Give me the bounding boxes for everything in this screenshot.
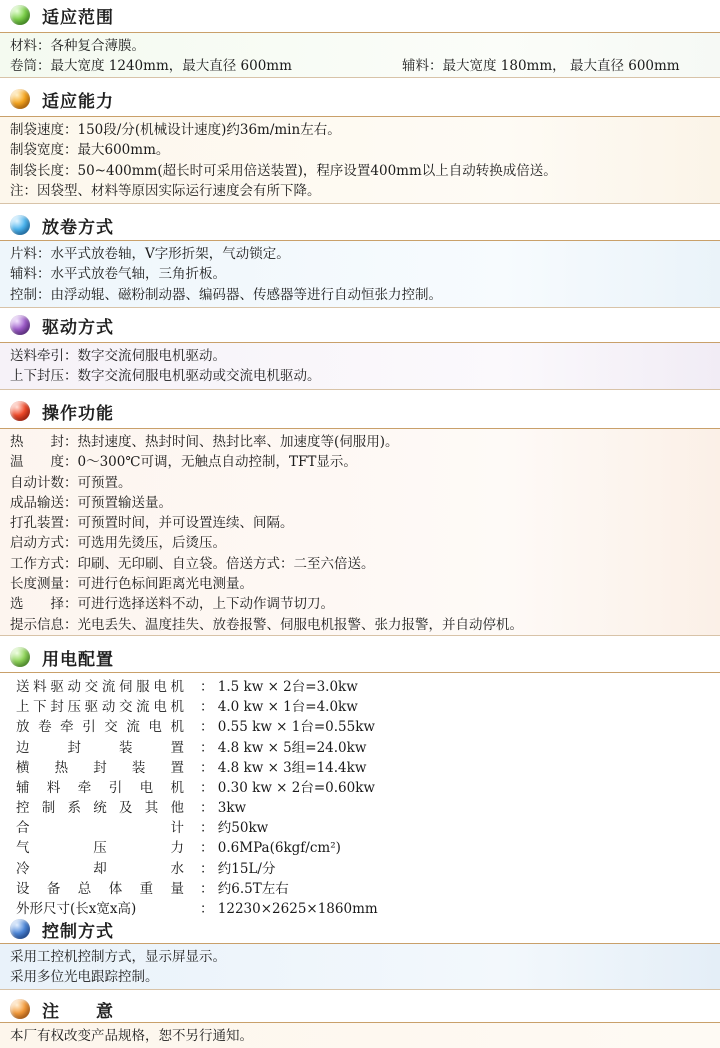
text-line: 送料牵引：数字交流伺服电机驱动。 bbox=[10, 348, 226, 364]
text-line: 启动方式：可选用先烫压，后烫压。 bbox=[10, 535, 226, 552]
text-line: 材料：各种复合薄膜。 bbox=[10, 38, 145, 54]
table-row bbox=[16, 859, 378, 879]
item-value: ： 0.30 kw × 2台=0.60kw bbox=[200, 779, 375, 796]
item-name: 气压力 bbox=[16, 840, 184, 857]
table-row bbox=[16, 879, 378, 899]
item-name: 边封装置 bbox=[16, 739, 184, 756]
text-line: 辅料：水平式放卷气轴，三角折板。 bbox=[10, 266, 226, 283]
section-header-power bbox=[0, 644, 720, 670]
item-value: ： 约6.5T左右 bbox=[200, 880, 289, 897]
sphere-bullet-icon bbox=[10, 647, 30, 667]
item-value: ： 1.5 kw × 2台=3.0kw bbox=[200, 678, 358, 695]
section-body-drive bbox=[0, 342, 720, 390]
text-line: 采用工控机控制方式，显示屏显示。 bbox=[10, 949, 226, 965]
item-name: 送料驱动交流伺服电机 bbox=[16, 678, 184, 695]
section-title: 适应范围 bbox=[42, 7, 114, 28]
section-header-capacity bbox=[0, 86, 720, 112]
section-title: 驱动方式 bbox=[42, 317, 114, 338]
item-value: ： 4.8 kw × 5组=24.0kw bbox=[200, 739, 367, 756]
text-line: 提示信息：光电丢失、温度挂失、放卷报警、伺服电机报警、张力报警，并自动停机。 bbox=[10, 616, 523, 633]
section-title: 控制方式 bbox=[42, 921, 114, 942]
item-name: 外形尺寸(长x宽x高) bbox=[16, 901, 137, 918]
section-header-control bbox=[0, 916, 720, 942]
item-value: ： 0.6MPa(6kgf/cm²) bbox=[200, 840, 341, 857]
section-body-operation bbox=[0, 428, 720, 636]
section-header-scope bbox=[0, 2, 720, 28]
text-line bbox=[10, 56, 720, 76]
section-body-capacity bbox=[0, 116, 720, 204]
section-header-notice bbox=[0, 996, 720, 1022]
aux-spec: 辅料：最大宽度 180mm， 最大直径 600mm bbox=[402, 58, 680, 75]
text-line: 温 度：0～300℃可调，无触点自动控制，TFT显示。 bbox=[10, 454, 357, 471]
table-row bbox=[16, 738, 378, 758]
power-table bbox=[16, 677, 378, 919]
reel-spec: 卷筒：最大宽度 1240mm，最大直径 600mm bbox=[10, 58, 292, 75]
text-line: 成品输送：可预置输送量。 bbox=[10, 494, 172, 511]
section-title: 注 意 bbox=[42, 1001, 114, 1022]
table-row bbox=[16, 677, 378, 697]
section-body-control bbox=[0, 943, 720, 990]
text-line: 长度测量：可进行色标间距离光电测量。 bbox=[10, 576, 253, 593]
item-name: 冷却水 bbox=[16, 860, 184, 877]
item-name: 设备总体重量 bbox=[16, 880, 184, 897]
table-row bbox=[16, 798, 378, 818]
item-name: 合计 bbox=[16, 820, 184, 837]
section-body-power bbox=[0, 672, 720, 916]
section-header-unwind bbox=[0, 212, 720, 238]
item-value: ： 约15L/分 bbox=[200, 860, 276, 877]
section-title: 用电配置 bbox=[42, 649, 114, 670]
table-row bbox=[16, 697, 378, 717]
section-header-operation bbox=[0, 398, 720, 424]
text-line: 工作方式：印刷、无印刷、自立袋。倍送方式：二至六倍送。 bbox=[10, 555, 375, 572]
item-value: ： 3kw bbox=[200, 800, 247, 817]
section-title: 适应能力 bbox=[42, 91, 114, 112]
text-line: 注：因袋型、材料等原因实际运行速度会有所下降。 bbox=[10, 182, 321, 199]
section-title: 放卷方式 bbox=[42, 217, 114, 238]
text-line: 上下封压：数字交流伺服电机驱动或交流电机驱动。 bbox=[10, 368, 321, 385]
sphere-bullet-icon bbox=[10, 401, 30, 421]
section-header-drive bbox=[0, 312, 720, 338]
text-line: 制袋长度：50~400mm(超长时可采用倍送装置)，程序设置400mm以上自动转换成倍送。 bbox=[10, 162, 557, 179]
text-line: 打孔装置：可预置时间，并可设置连续、间隔。 bbox=[10, 515, 294, 532]
section-body-notice bbox=[0, 1022, 720, 1048]
text-line: 选 择：可进行选择送料不动，上下动作调节切刀。 bbox=[10, 596, 334, 613]
table-row bbox=[16, 818, 378, 838]
item-name: 辅料牵引电机 bbox=[16, 779, 184, 796]
item-name: 控制系统及其他 bbox=[16, 800, 184, 817]
text-line: 本厂有权改变产品规格，恕不另行通知。 bbox=[10, 1028, 253, 1044]
text-line: 采用多位光电跟踪控制。 bbox=[10, 969, 159, 986]
item-value: ： 12230×2625×1860mm bbox=[200, 901, 378, 918]
text-line: 制袋速度：150段/分(机械设计速度)约36m/min左右。 bbox=[10, 122, 341, 138]
sphere-bullet-icon bbox=[10, 215, 30, 235]
section-body-unwind bbox=[0, 240, 720, 308]
text-line: 自动计数：可预置。 bbox=[10, 474, 132, 491]
section-body-scope bbox=[0, 32, 720, 78]
sphere-bullet-icon bbox=[10, 5, 30, 25]
sphere-bullet-icon bbox=[10, 919, 30, 939]
item-name: 放卷牵引交流电机 bbox=[16, 719, 184, 736]
text-line: 热 封：热封速度、热封时间、热封比率、加速度等(伺服用)。 bbox=[10, 434, 399, 450]
table-row bbox=[16, 778, 378, 798]
text-line: 控制：由浮动辊、磁粉制动器、编码器、传感器等进行自动恒张力控制。 bbox=[10, 286, 442, 303]
sphere-bullet-icon bbox=[10, 999, 30, 1019]
item-value: ： 4.0 kw × 1台=4.0kw bbox=[200, 699, 358, 716]
item-name: 横热封装置 bbox=[16, 759, 184, 776]
item-value: ： 0.55 kw × 1台=0.55kw bbox=[200, 719, 375, 736]
table-row bbox=[16, 839, 378, 859]
text-line: 片料：水平式放卷轴，V字形折架，气动锁定。 bbox=[10, 246, 290, 262]
item-name: 上下封压驱动交流电机 bbox=[16, 699, 184, 716]
table-row bbox=[16, 717, 378, 737]
table-row bbox=[16, 758, 378, 778]
item-value: ： 4.8 kw × 3组=14.4kw bbox=[200, 759, 367, 776]
item-value: ： 约50kw bbox=[200, 820, 269, 837]
section-title: 操作功能 bbox=[42, 403, 114, 424]
sphere-bullet-icon bbox=[10, 315, 30, 335]
sphere-bullet-icon bbox=[10, 89, 30, 109]
text-line: 制袋宽度：最大600mm。 bbox=[10, 142, 170, 159]
